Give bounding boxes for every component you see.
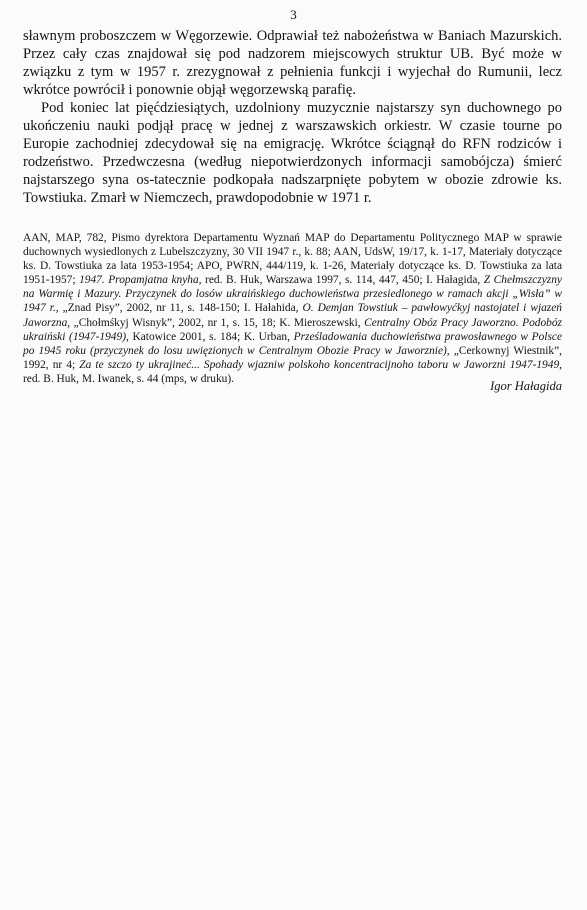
ref-title-jaworzno: Centralny Obóz Pracy Jaworzno. Podobóz ukraiński (1947-1949), [23, 316, 562, 343]
paragraph-2: Pod koniec lat pięćdziesiątych, uzdolniony muzycznie najstarszy syn duchownego po ukończeniu nauki podjął pracę w jednej z warszawskich orkiestr. W czasie tourne po Europie zachodniej zdecydował się na emigrację. Wkrótce ściągnął do RFN rodziców i rodzeństwo. Przedwczesna (według niepotwierdzonych informacji samobójcza) śmierć najstarszego syna os-tatecznie podkopała nadszarpnięte pobytem w obozie zdrowie ks. Towstiuka. Zmarł w Niemczech, prawdopodobnie w 1971 r. [23, 100, 562, 206]
ref-text-11: „Cerkownyj Wiestnik”, 1992, nr 4; [23, 344, 562, 371]
author-signature: Igor Hałagida [490, 379, 562, 393]
ref-text-13: red. B. Huk, M. Iwanek, s. 44 (mps, w druku). [23, 372, 235, 385]
references [23, 231, 562, 386]
ref-text-7: „Chołmśkyj Wisnyk”, 2002, nr 1, s. 15, 18; K. Mieroszewski, [70, 316, 365, 329]
ref-text-3: red. B. Huk, Warszawa 1997, s. 114, 447, 450; I. Hałagida, [201, 274, 484, 287]
ref-title-przesladowania: Prześladowania duchowieństwa prawosławnego w Polsce po 1945 roku (przyczynek do losu uwięzionych w Centralnym Obozie Pracy w Jaworznie), [23, 330, 563, 357]
ref-archives: AAN, MAP, 782, Pismo dyrektora Departamentu Wyznań MAP do Departamentu Politycznego MAP w sprawie duchownych wysiedlonych z Lubelszczyzny, 30 VII 1947 r., k. 88; AAN, UdsW, 19/17, k. 1-17, Materiały dotyczące ks. D. Towstiuka za lata 1953-1954; APO, PWRN, 444/119, k. 1-26, Materiały dotyczące ks. D. Towstiuka za lata 1951-1957; [23, 232, 562, 287]
ref-text-5: „Znad Pisy”, 2002, nr 11, s. 148-150; I. Hałahida, [58, 302, 303, 315]
ref-title-spohady: Za te szczo ty ukrajineć... Spohady wjazniw polskoho koncentracijnoho taboru w Jaworzni 1947-1949, [79, 358, 562, 371]
page-number: 3 [290, 7, 297, 22]
ref-text-9: Katowice 2001, s. 184; K. Urban, [128, 330, 294, 343]
paragraph-1: sławnym proboszczem w Węgorzewie. Odprawiał też nabożeństwa w Baniach Mazurskich. Przez cały czas znajdował się pod nadzorem miejscowych struktur UB. Być może w związku z tym w 1957 r. zrezygnował z pełnienia funkcji i wyjechał do Rumunii, lecz wkrótce powrócił i ponownie objął węgorzewską parafię. [23, 28, 562, 98]
ref-title-demjan: O. Demjan Towstiuk – pawłowyćkyj nastojatel i wjazeń Jaworzna, [23, 302, 562, 329]
ref-title-propamjatna: 1947. Propamjatna knyha, [79, 274, 202, 287]
body-text [23, 27, 562, 207]
ref-title-chelmszczyzny: Z Chełmszczyzny na Warmię i Mazury. Przyczynek do losów ukraińskiego duchowieństwa przesiedlonego w ramach akcji „Wisła” w 1947 r., [23, 274, 562, 315]
